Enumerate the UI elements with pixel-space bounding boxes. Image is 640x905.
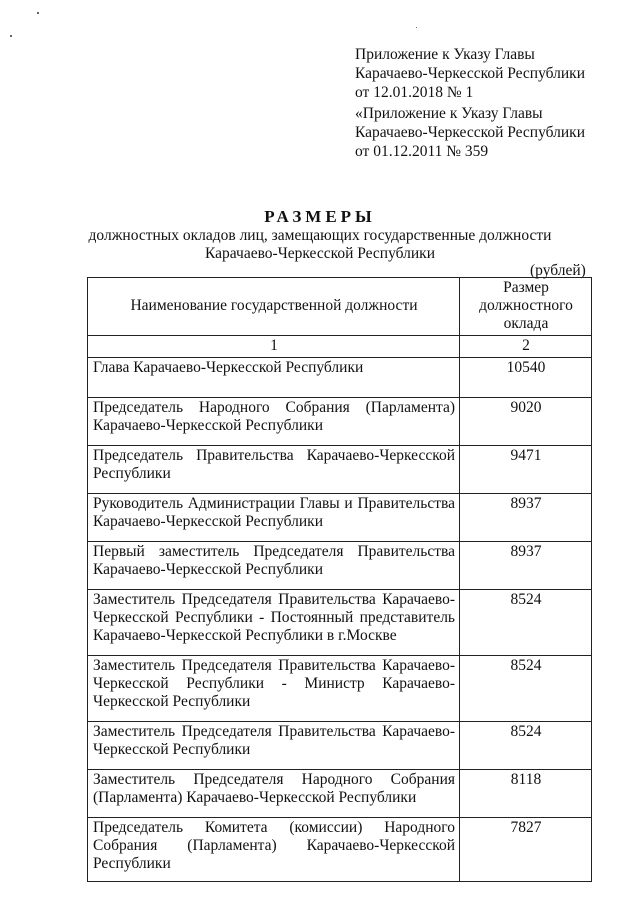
annex-line: от 12.01.2018 № 1 (355, 84, 474, 101)
scan-speck (10, 35, 12, 37)
annex-line: «Приложение к Указу Главы (355, 105, 543, 122)
position-name: Глава Карачаево-Черкесской Республики (88, 358, 460, 398)
document-title: РАЗМЕРЫ (264, 207, 376, 226)
salary-value: 9020 (460, 398, 592, 446)
currency-unit: (рублей) (530, 262, 586, 279)
scan-speck (416, 27, 417, 28)
salary-value: 8524 (460, 590, 592, 656)
column-number-row (88, 336, 592, 358)
table-row (88, 722, 592, 770)
salary-value: 8118 (460, 770, 592, 818)
position-name: Председатель Народного Собрания (Парламента) Карачаево-Черкесской Республики (88, 398, 460, 446)
column-number: 1 (88, 336, 460, 358)
position-name: Председатель Комитета (комиссии) Народного Собрания (Парламента) Карачаево-Черкесской Республики (88, 818, 460, 882)
annex-current (355, 45, 585, 102)
annex-original (355, 104, 585, 161)
position-name: Заместитель Председателя Народного Собрания (Парламента) Карачаево-Черкесской Республики (88, 770, 460, 818)
position-name: Заместитель Председателя Правительства Карачаево-Черкесской Республики - Министр Карачаево-Черкесской Республики (88, 656, 460, 722)
table-row (88, 398, 592, 446)
table-row (88, 818, 592, 882)
position-name: Председатель Правительства Карачаево-Черкесской Республики (88, 446, 460, 494)
annex-line: Карачаево-Черкесской Республики (355, 65, 585, 82)
table-row (88, 358, 592, 398)
table-row (88, 542, 592, 590)
table-header-row (88, 278, 592, 336)
document-subtitle-line1: должностных окладов лиц, замещающих государственные должности (88, 227, 552, 244)
salary-value: 8524 (460, 656, 592, 722)
column-number: 2 (460, 336, 592, 358)
salary-table (87, 277, 592, 882)
annex-line: Карачаево-Черкесской Республики (355, 124, 585, 141)
position-name: Первый заместитель Председателя Правительства Карачаево-Черкесской Республики (88, 542, 460, 590)
document-subtitle-line2: Карачаево-Черкесской Республики (205, 245, 435, 262)
annex-line: Приложение к Указу Главы (355, 46, 535, 63)
position-name: Руководитель Администрации Главы и Правительства Карачаево-Черкесской Республики (88, 494, 460, 542)
table-row (88, 590, 592, 656)
salary-value: 8937 (460, 494, 592, 542)
scan-speck (37, 12, 39, 14)
table-row (88, 494, 592, 542)
table-row (88, 446, 592, 494)
salary-value: 7827 (460, 818, 592, 882)
position-name: Заместитель Председателя Правительства Карачаево-Черкесской Республики - Постоянный представитель Карачаево-Черкесской Республики в г.Москве (88, 590, 460, 656)
salary-value: 10540 (460, 358, 592, 398)
table-row (88, 656, 592, 722)
header-salary: Размер должностного оклада (460, 278, 592, 336)
table-row (88, 770, 592, 818)
salary-value: 9471 (460, 446, 592, 494)
header-position: Наименование государственной должности (88, 278, 460, 336)
salary-value: 8937 (460, 542, 592, 590)
position-name: Заместитель Председателя Правительства Карачаево-Черкесской Республики (88, 722, 460, 770)
annex-line: от 01.12.2011 № 359 (355, 143, 489, 160)
salary-value: 8524 (460, 722, 592, 770)
